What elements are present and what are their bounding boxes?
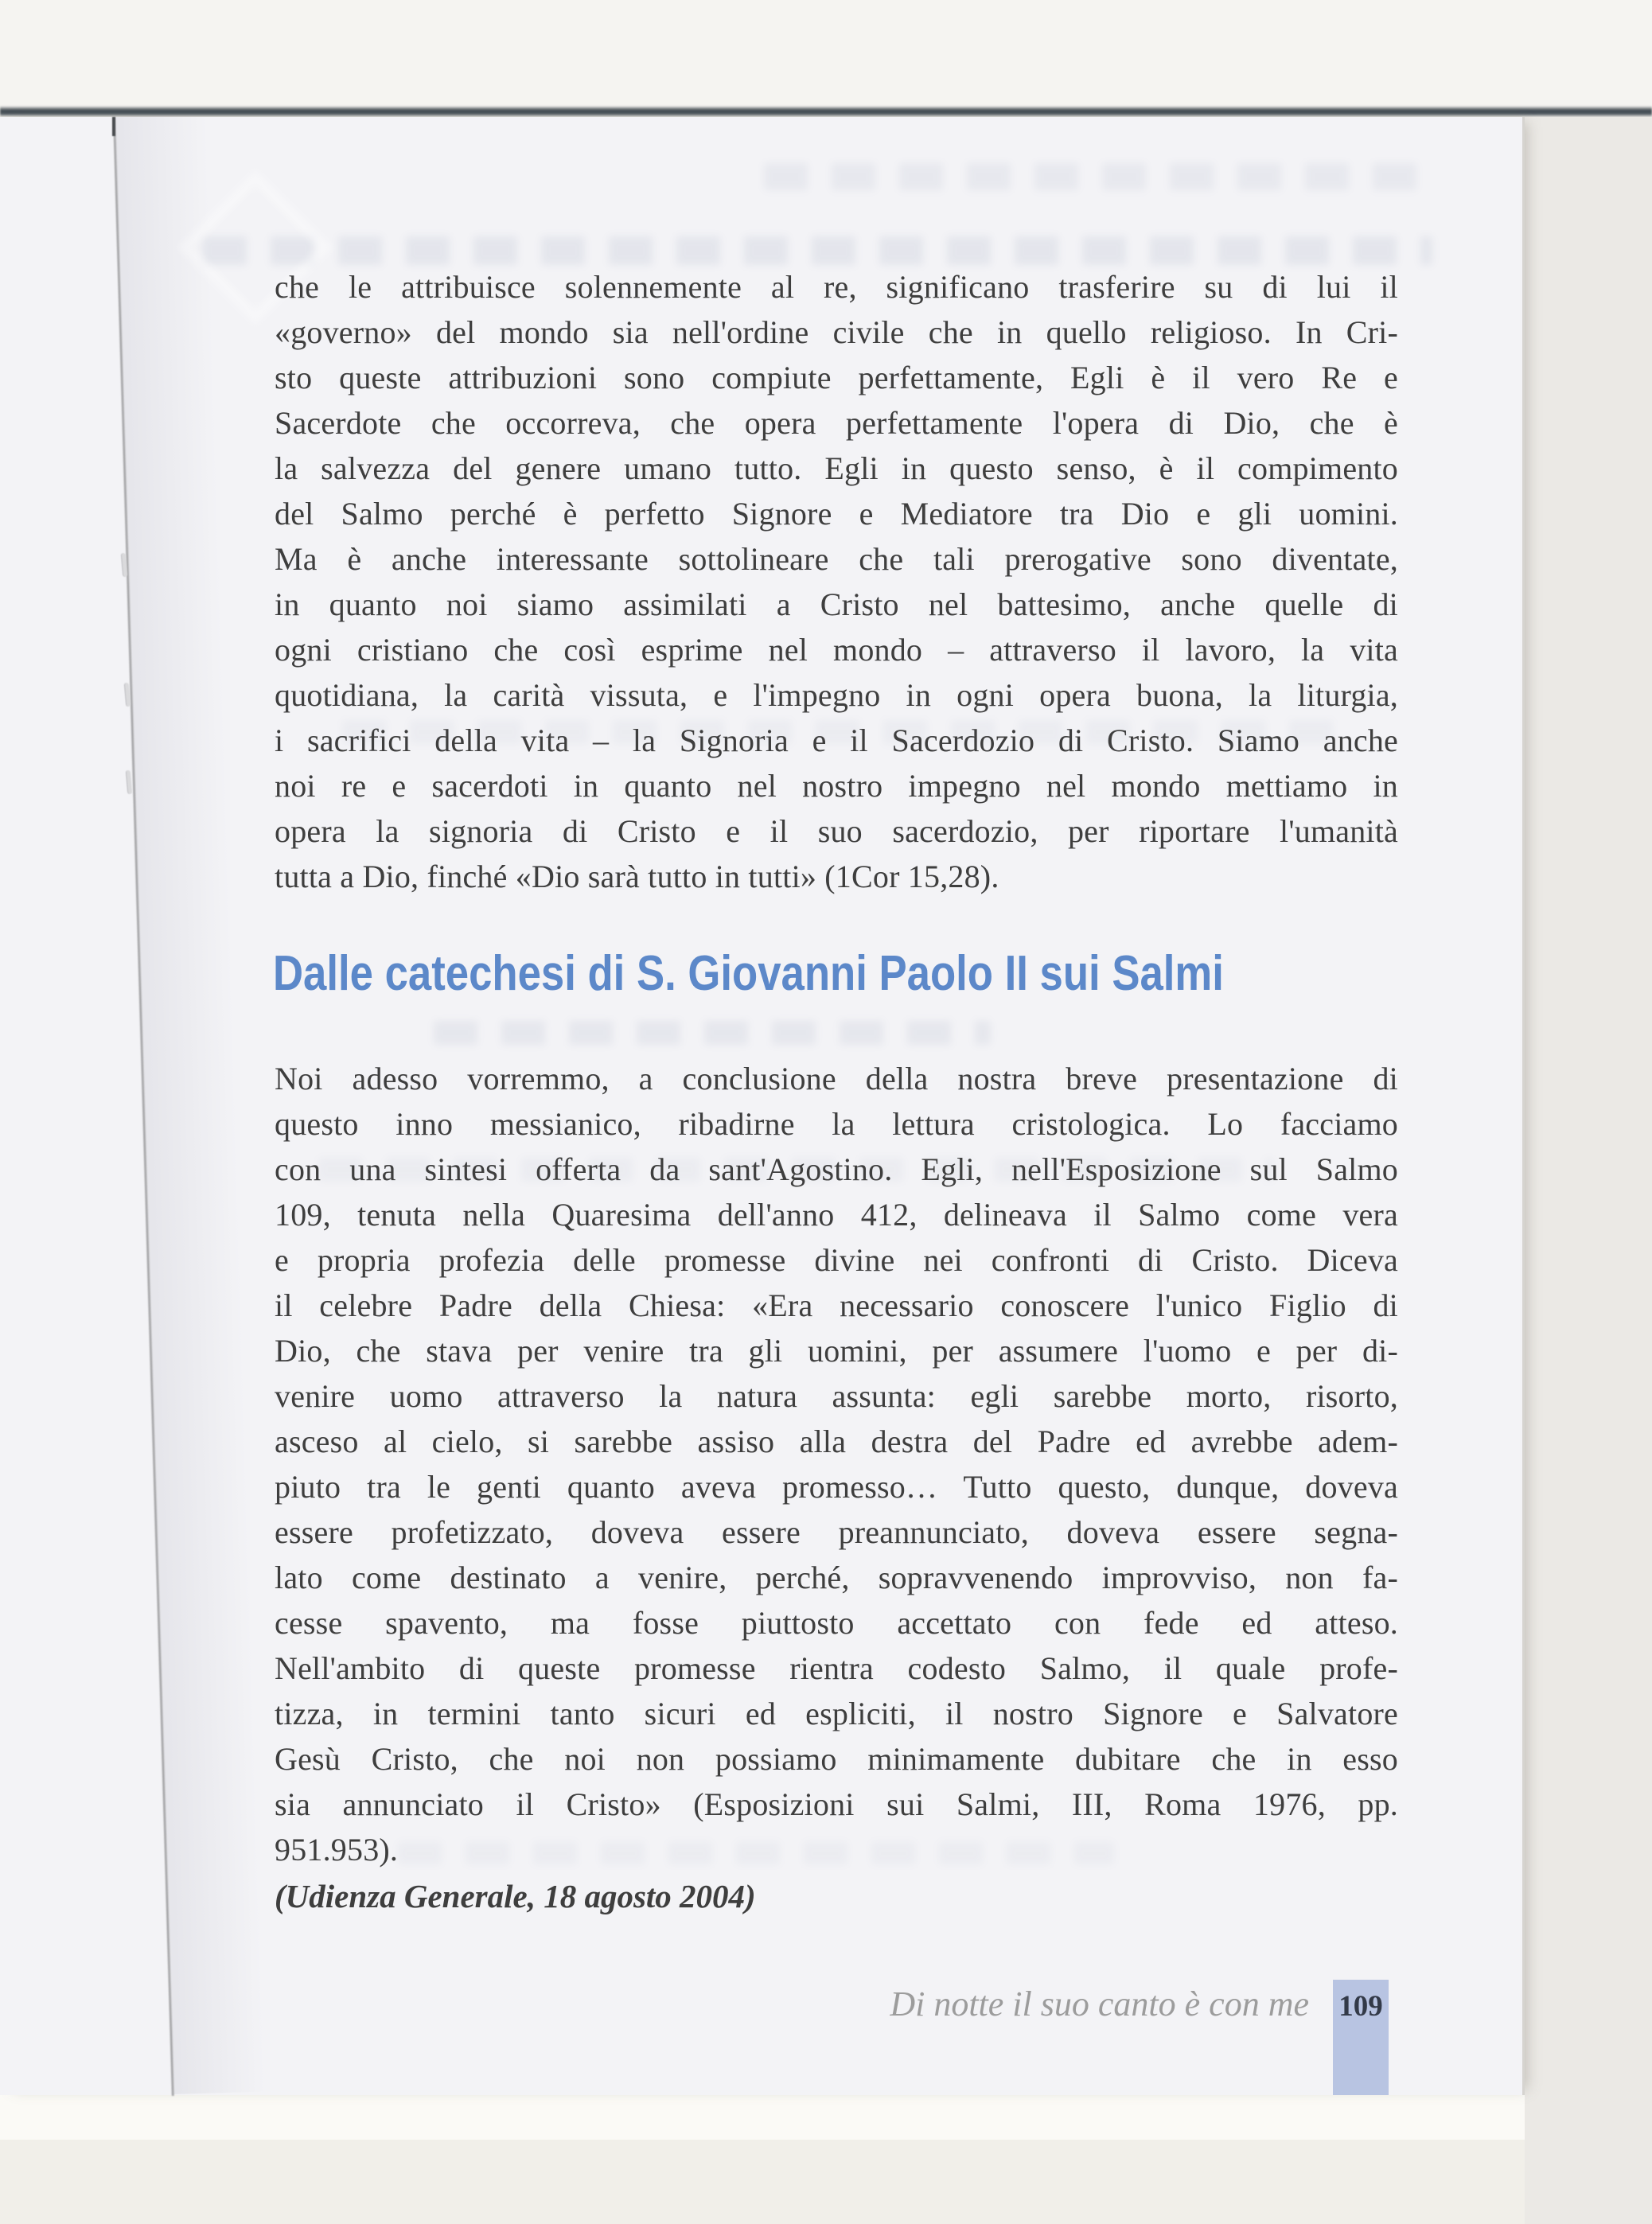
footer-motto: Di notte il suo canto è con me — [890, 1984, 1309, 2023]
bleedthrough-ghost — [203, 236, 1432, 265]
text-line: che le attribuisce solennemente al re, significano trasferire su di lui il — [275, 269, 1398, 305]
text-line: essere profetizzato, doveva essere preannunciato, doveva essere segna- — [275, 1514, 1398, 1550]
text-line: tutta a Dio, finché «Dio sarà tutto in tutti» (1Cor 15,28). — [275, 859, 999, 894]
text-line: venire uomo attraverso la natura assunta: egli sarebbe morto, risorto, — [275, 1378, 1398, 1414]
text-line: in quanto noi siamo assimilati a Cristo nel battesimo, anche quelle di — [275, 586, 1398, 622]
text-line: piuto tra le genti quanto aveva promesso… Tutto questo, dunque, doveva — [275, 1469, 1398, 1505]
text-line: quotidiana, la carità vissuta, e l'impegno in ogni opera buona, la liturgia, — [275, 677, 1398, 713]
text-line: del Salmo perché è perfetto Signore e Mediatore tra Dio e gli uomini. — [275, 496, 1398, 532]
text-line: Ma è anche interessante sottolineare che tali prerogative sono diventate, — [275, 541, 1398, 577]
scanner-background-right — [1525, 117, 1652, 2224]
page-number-badge — [1333, 1980, 1389, 2095]
scanner-background-top — [0, 0, 1652, 108]
text-line: sia annunciato il Cristo» (Esposizioni sui Salmi, III, Roma 1976, pp. — [275, 1786, 1398, 1822]
text-line: i sacrifici della vita – la Signoria e il Sacerdozio di Cristo. Siamo anche — [275, 723, 1398, 758]
text-line: la salvezza del genere umano tutto. Egli in questo senso, è il compimento — [275, 450, 1398, 486]
stitch-mark — [126, 770, 133, 794]
book-top-edge — [0, 106, 1652, 117]
text-line: Gesù Cristo, che noi non possiamo minimamente dubitare che in esso — [275, 1741, 1398, 1777]
text-line: noi re e sacerdoti in quanto nel nostro impegno nel mondo mettiamo in — [275, 768, 1398, 804]
page-bottom-edge-highlight — [0, 2095, 1525, 2140]
text-line: Sacerdote che occorreva, che opera perfettamente l'opera di Dio, che è — [275, 405, 1398, 441]
text-line: Noi adesso vorremmo, a conclusione della nostra breve presentazione di — [275, 1061, 1398, 1096]
section-heading: Dalle catechesi di S. Giovanni Paolo II sui Salmi — [273, 946, 1224, 1001]
text-line: ogni cristiano che così esprime nel mondo – attraverso il lavoro, la vita — [275, 632, 1398, 668]
text-line: questo inno messianico, ribadirne la lettura cristologica. Lo facciamo — [275, 1106, 1398, 1142]
text-line: opera la signoria di Cristo e il suo sacerdozio, per riportare l'umanità — [275, 813, 1398, 849]
text-line: cesse spavento, ma fosse piuttosto accettato con fede ed atteso. — [275, 1605, 1398, 1641]
text-line: lato come destinato a venire, perché, sopravvenendo improvviso, non fa- — [275, 1560, 1398, 1595]
text-line: con una sintesi offerta da sant'Agostino. Egli, nell'Esposizione sul Salmo — [275, 1151, 1398, 1187]
spine-gutter-shading — [115, 115, 266, 2094]
text-line: 951.953). — [275, 1832, 399, 1868]
book-page — [0, 117, 1525, 2095]
text-line: tizza, in termini tanto sicuri ed espliciti, il nostro Signore e Salvatore — [275, 1696, 1398, 1731]
page-number: 109 — [1338, 1990, 1383, 2023]
text-line: «governo» del mondo sia nell'ordine civile che in quello religioso. In Cri- — [275, 314, 1398, 350]
bleedthrough-ghost — [434, 1021, 991, 1045]
body-paragraph-1 — [275, 264, 1398, 899]
body-paragraph-2 — [275, 1056, 1398, 1872]
scanner-background-bottom — [0, 2140, 1525, 2224]
text-line: e propria profezia delle promesse divine nei confronti di Cristo. Diceva — [275, 1242, 1398, 1278]
text-line: 109, tenuta nella Quaresima dell'anno 412, delineava il Salmo come vera — [275, 1197, 1398, 1233]
text-line: sto queste attribuzioni sono compiute perfettamente, Egli è il vero Re e — [275, 360, 1398, 395]
spine-top-mark — [112, 117, 115, 136]
citation-line: (Udienza Generale, 18 agosto 2004) — [275, 1878, 756, 1914]
text-line: il celebre Padre della Chiesa: «Era necessario conoscere l'unico Figlio di — [275, 1287, 1398, 1323]
bleedthrough-ghost — [764, 163, 1432, 190]
text-line: asceso al cielo, si sarebbe assiso alla destra del Padre ed avrebbe adem- — [275, 1424, 1398, 1459]
text-line: Dio, che stava per venire tra gli uomini, per assumere l'uomo e per di- — [275, 1333, 1398, 1369]
text-line: Nell'ambito di queste promesse rientra codesto Salmo, il quale profe- — [275, 1650, 1398, 1686]
